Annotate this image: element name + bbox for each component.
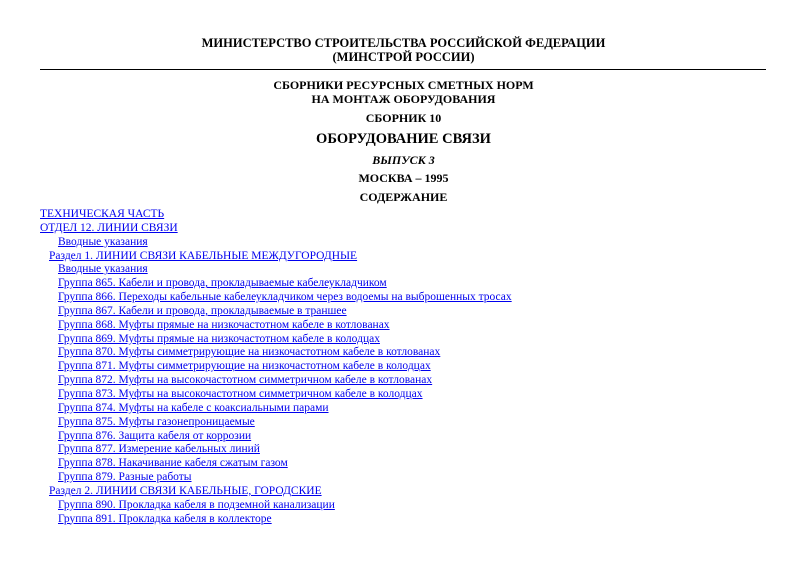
ministry-heading xyxy=(0,36,807,64)
toc-item xyxy=(0,388,807,402)
toc-link[interactable]: Группа 877. Измерение кабельных линий xyxy=(58,443,260,456)
toc-link[interactable]: Группа 872. Муфты на высокочастотном симметричном кабеле в котлованах xyxy=(58,374,433,387)
toc-link[interactable]: Группа 868. Муфты прямые на низкочастотном кабеле в котлованах xyxy=(58,318,390,331)
toc-link[interactable]: Группа 869. Муфты прямые на низкочастотном кабеле в колодцах xyxy=(58,332,380,345)
ministry-name: МИНИСТЕРСТВО СТРОИТЕЛЬСТВА РОССИЙСКОЙ ФЕДЕРАЦИИ xyxy=(201,36,606,50)
toc-link[interactable]: Группа 878. Накачивание кабеля сжатым газом xyxy=(58,457,288,470)
toc-link[interactable]: Группа 871. Муфты симметрирующие на низкочастотном кабеле в колодцах xyxy=(58,360,431,373)
ministry-abbreviation: (МИНСТРОЙ РОССИИ) xyxy=(332,50,475,64)
toc-item xyxy=(0,374,807,388)
collection-title-line-2: НА МОНТАЖ ОБОРУДОВАНИЯ xyxy=(311,92,496,106)
toc-item xyxy=(0,457,807,471)
toc-link[interactable]: Раздел 1. ЛИНИИ СВЯЗИ КАБЕЛЬНЫЕ МЕЖДУГОРОДНЫЕ xyxy=(49,249,358,262)
toc-item xyxy=(0,277,807,291)
toc-link[interactable]: ОТДЕЛ 12. ЛИНИИ СВЯЗИ xyxy=(40,221,178,234)
toc-link[interactable]: Группа 876. Защита кабеля от коррозии xyxy=(58,429,252,442)
toc-link[interactable]: Группа 873. Муфты на высокочастотном симметричном кабеле в колодцах xyxy=(58,387,423,400)
toc-link[interactable]: Группа 891. Прокладка кабеля в коллекторе xyxy=(58,512,272,525)
toc-item xyxy=(0,499,807,513)
toc-item xyxy=(0,360,807,374)
toc-item xyxy=(0,430,807,444)
toc-item xyxy=(0,319,807,333)
header-divider xyxy=(40,69,766,70)
toc-item xyxy=(0,416,807,430)
toc-item xyxy=(0,236,807,250)
table-of-contents xyxy=(0,208,807,526)
volume-title: ОБОРУДОВАНИЕ СВЯЗИ xyxy=(316,131,491,147)
toc-link[interactable]: Группа 867. Кабели и провода, прокладываемые в траншее xyxy=(58,304,347,317)
collection-heading xyxy=(0,78,807,106)
toc-item xyxy=(0,222,807,236)
book-number: СБОРНИК 10 xyxy=(365,111,442,125)
city-year: МОСКВА – 1995 xyxy=(358,171,449,185)
toc-link[interactable]: Группа 874. Муфты на кабеле с коаксиальными парами xyxy=(58,401,329,414)
contents-title: СОДЕРЖАНИЕ xyxy=(359,190,448,204)
toc-link[interactable]: Вводные указания xyxy=(58,263,148,276)
toc-link[interactable]: Группа 879. Разные работы xyxy=(58,471,192,484)
toc-link[interactable]: Раздел 2. ЛИНИИ СВЯЗИ КАБЕЛЬНЫЕ, ГОРОДСКИЕ xyxy=(49,484,322,497)
toc-item xyxy=(0,263,807,277)
toc-item xyxy=(0,291,807,305)
collection-title-line-1: СБОРНИКИ РЕСУРСНЫХ СМЕТНЫХ НОРМ xyxy=(273,78,534,92)
toc-link[interactable]: Группа 875. Муфты газонепроницаемые xyxy=(58,415,255,428)
toc-link[interactable]: ТЕХНИЧЕСКАЯ ЧАСТЬ xyxy=(40,208,165,220)
toc-item xyxy=(0,333,807,347)
toc-item xyxy=(0,402,807,416)
issue-number: ВЫПУСК 3 xyxy=(372,153,435,167)
toc-item xyxy=(0,208,807,222)
toc-item xyxy=(0,250,807,264)
toc-item xyxy=(0,305,807,319)
toc-item xyxy=(0,513,807,527)
toc-link[interactable]: Группа 890. Прокладка кабеля в подземной канализации xyxy=(58,498,335,511)
toc-link[interactable]: Группа 870. Муфты симметрирующие на низкочастотном кабеле в котлованах xyxy=(58,346,441,359)
toc-item xyxy=(0,471,807,485)
toc-item xyxy=(0,443,807,457)
toc-link[interactable]: Вводные указания xyxy=(58,235,148,248)
toc-item xyxy=(0,346,807,360)
toc-item xyxy=(0,485,807,499)
toc-link[interactable]: Группа 865. Кабели и провода, прокладываемые кабелеукладчиком xyxy=(58,277,387,290)
toc-link[interactable]: Группа 866. Переходы кабельные кабелеукладчиком через водоемы на выброшенных тросах xyxy=(58,291,512,304)
